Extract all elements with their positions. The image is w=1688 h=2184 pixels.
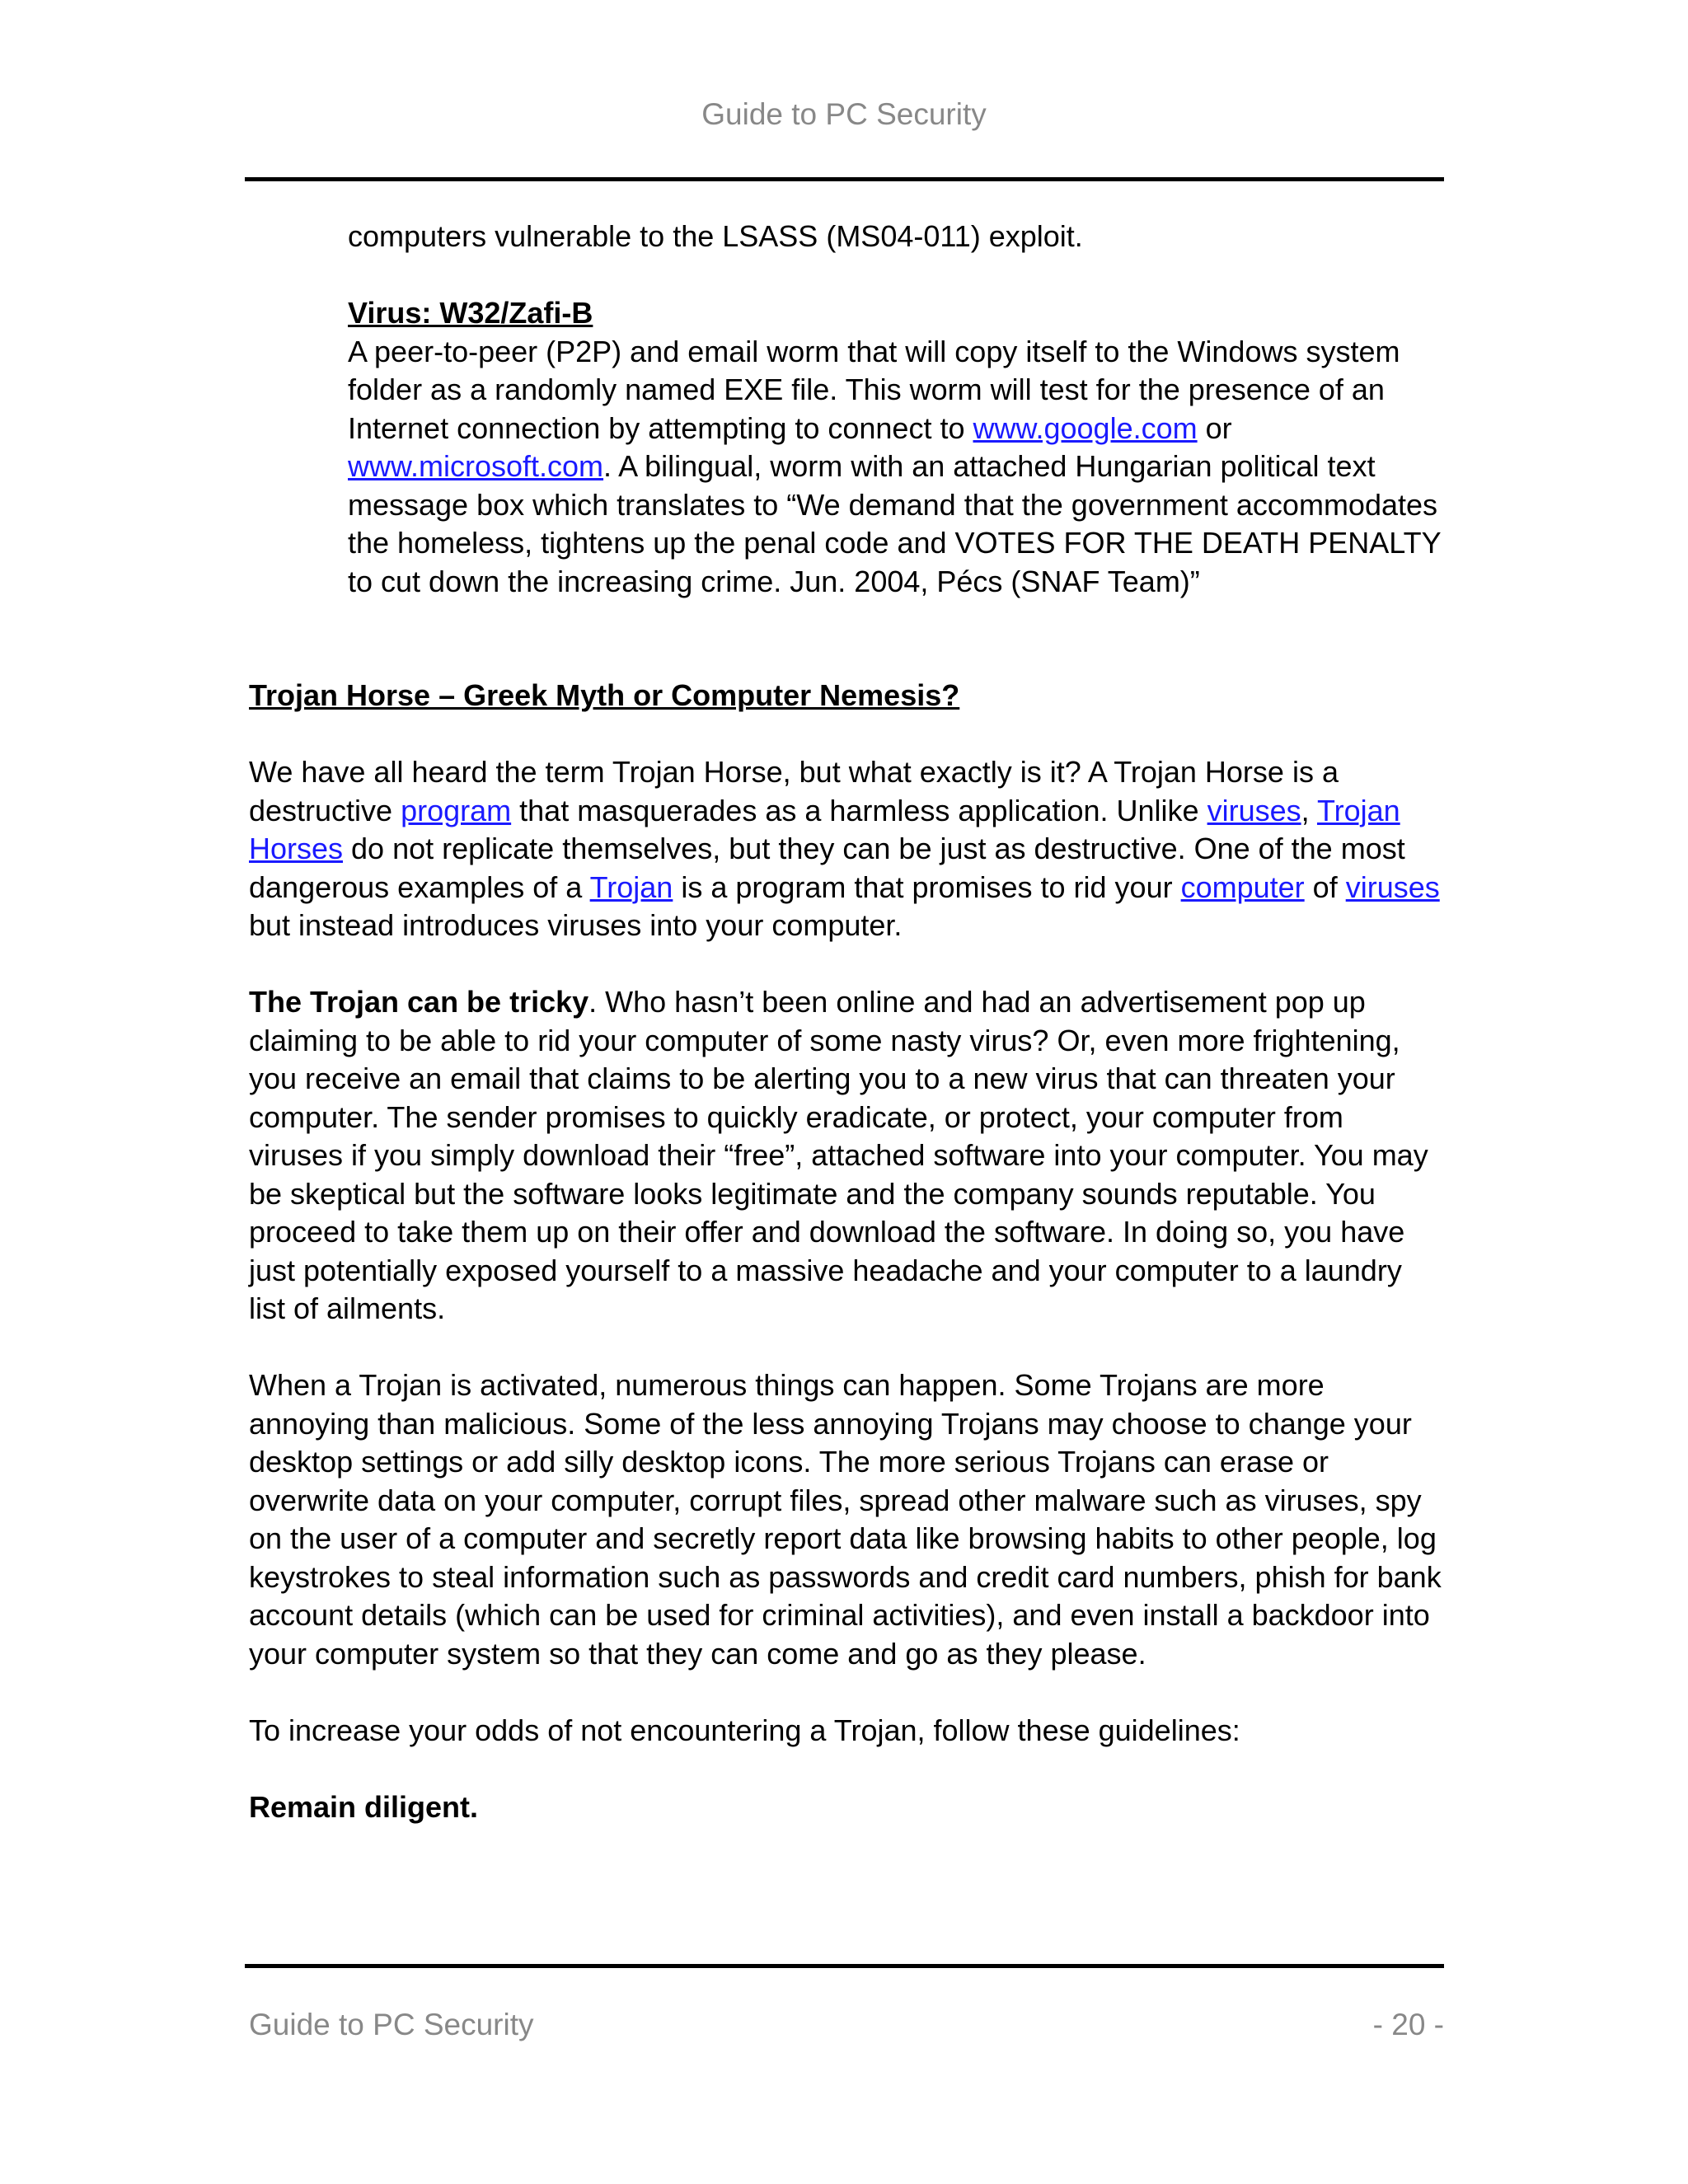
virus-entry [348, 294, 1444, 601]
link-computer[interactable]: computer [1180, 869, 1305, 904]
link-microsoft[interactable]: www.microsoft.com [348, 449, 604, 483]
footer-title: Guide to PC Security [249, 2008, 534, 2041]
link-trojan-horses[interactable]: Trojan Horses [249, 793, 1400, 865]
intro-continuation: computers vulnerable to the LSASS (MS04-011) exploit. [348, 219, 1083, 253]
p1-text-5: is a program that promises to rid your [673, 869, 1181, 904]
section-heading [249, 677, 1444, 715]
remain-diligent: Remain diligent. [249, 1789, 479, 1824]
link-viruses-2[interactable]: viruses [1345, 869, 1440, 904]
footer-rule [245, 1964, 1444, 1968]
p1-text-2: that masquerades as a harmless application. Unlike [511, 793, 1207, 827]
paragraph-tricky [249, 983, 1444, 1329]
p1-text-1: We have all heard the term Trojan Horse, but what exactly is it? A Trojan Horse is a destructive [249, 755, 1339, 827]
virus-heading: Virus: W32/Zafi-B [348, 296, 593, 330]
paragraph-guidelines-intro: To increase your odds of not encountering a Trojan, follow these guidelines: [249, 1713, 1240, 1747]
header-rule [245, 177, 1444, 181]
paragraph-activation: When a Trojan is activated, numerous things can happen. Some Trojans are more annoying than malicious. Some of the less annoying Trojans may choose to change your desktop settings or add silly desktop icons. The more serious Trojans can erase or overwrite data on your computer, corrupt files, spread other malware such as viruses, spy on the user of a computer and secretly report data like browsing habits to other people, log keystrokes to steal information such as passwords and credit card numbers, phish for bank account details (which can be used for criminal activities), and even install a backdoor into your computer system so that they can come and go as they please. [249, 1368, 1442, 1671]
virus-block [249, 218, 1444, 601]
p1-text-6: of [1304, 869, 1346, 904]
p1-text-3: , [1301, 793, 1317, 827]
trojan-heading: Trojan Horse – Greek Myth or Computer Nemesis? [249, 678, 960, 712]
virus-text-b: or [1197, 410, 1232, 445]
p2-bold-lead: The Trojan can be tricky [249, 985, 589, 1019]
page-number: - 20 - [1372, 2008, 1444, 2041]
guideline-heading [249, 1788, 1444, 1827]
p1-text-4: do not replicate themselves, but they can be just as destructive. One of the most dangerous examples of a [249, 832, 1405, 904]
virus-text-a: A peer-to-peer (P2P) and email worm that will copy itself to the Windows system folder as a randomly named EXE file. This worm will test for the presence of an Internet connection by attempting to connect to [348, 334, 1400, 445]
virus-text-c: . A bilingual, worm with an attached Hungarian political text message box which translates to “We demand that the government accommodates the homeless, tightens up the penal code and VOTES FOR THE DEATH PENALTY to cut down the increasing crime. Jun. 2004, Pécs (SNAF Team)” [348, 449, 1441, 598]
link-google[interactable]: www.google.com [973, 410, 1198, 445]
p2-text: . Who hasn’t been online and had an advertisement pop up claiming to be able to rid your computer of some nasty virus? Or, even more frightening, you receive an email that claims to be alerting you to a new virus that can threaten your computer. The sender promises to quickly eradicate, or protect, your computer from viruses if you simply download their “free”, attached software into your computer. You may be skeptical but the software looks legitimate and the company sounds reputable. You proceed to take them up on their offer and download the software. In doing so, you have just potentially exposed yourself to a massive headache and your computer to a laundry list of ailments. [249, 985, 1428, 1325]
link-trojan[interactable]: Trojan [589, 869, 673, 904]
page-content [249, 218, 1444, 1865]
section-spacer [249, 601, 1444, 677]
paragraph-definition [249, 753, 1444, 945]
p1-text-7: but instead introduces viruses into your computer. [249, 908, 903, 942]
link-viruses[interactable]: viruses [1207, 793, 1301, 827]
page-header-title: Guide to PC Security [701, 97, 987, 131]
link-program[interactable]: program [401, 793, 512, 827]
